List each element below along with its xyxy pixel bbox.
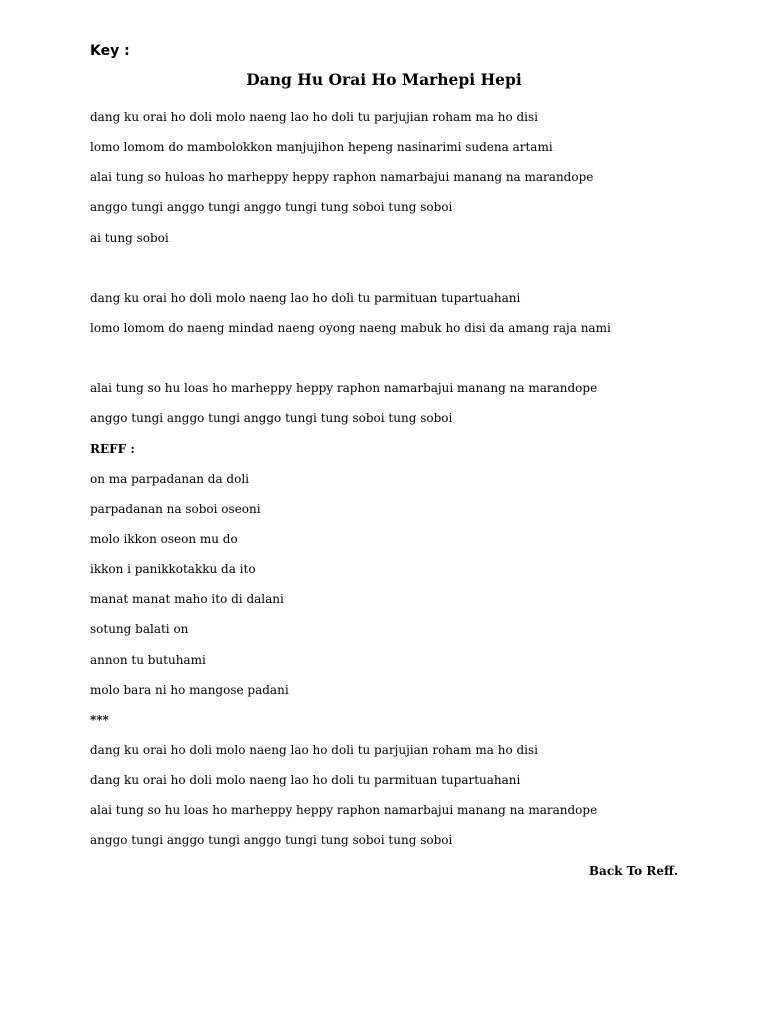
lyric-line: dang ku orai ho doli molo naeng lao ho doli tu parjujian roham ma ho disi xyxy=(90,110,539,124)
lyric-line: ai tung soboi xyxy=(90,230,169,245)
lyric-line: alai tung so hu loas ho marheppy heppy raphon namarbajui manang na marandope xyxy=(90,803,598,818)
song-title: Dang Hu Orai Ho Marhepi Hepi xyxy=(246,70,522,89)
lyrics-body xyxy=(90,109,710,893)
reff-heading: REFF : xyxy=(90,441,135,456)
lyric-line: dang ku orai ho doli molo naeng lao ho doli tu parjujian roham ma ho disi xyxy=(90,742,539,757)
stanza-gap xyxy=(90,350,710,380)
back-to-reff-note: Back To Reff. xyxy=(588,863,678,878)
lyric-line: parpadanan na soboi oseoni xyxy=(90,501,261,516)
lyric-line: dang ku orai ho doli molo naeng lao ho doli tu parmituan tupartuahani xyxy=(90,773,521,788)
lyric-line: lomo lomom do naeng mindad naeng oyong naeng mabuk ho disi da amang raja nami xyxy=(90,320,611,335)
stanza-gap xyxy=(90,260,710,290)
section-separator: *** xyxy=(90,712,109,727)
lyric-line: alai tung so hu loas ho marheppy heppy raphon namarbajui manang na marandope xyxy=(90,381,598,396)
lyric-line: anggo tungi anggo tungi anggo tungi tung soboi tung soboi xyxy=(90,200,453,215)
lyric-line: anggo tungi anggo tungi anggo tungi tung soboi tung soboi xyxy=(90,411,453,426)
lyric-line: dang ku orai ho doli molo naeng lao ho doli tu parmituan tupartuahani xyxy=(90,290,521,305)
lyric-line: sotung balati on xyxy=(90,622,189,637)
key-label: Key : xyxy=(90,43,130,59)
lyric-line: ikkon i panikkotakku da ito xyxy=(90,562,256,577)
lyric-line: molo bara ni ho mangose padani xyxy=(90,682,289,697)
lyric-line: manat manat maho ito di dalani xyxy=(90,592,284,607)
lyric-line: anggo tungi anggo tungi anggo tungi tung soboi tung soboi xyxy=(90,833,453,848)
lyric-line: on ma parpadanan da doli xyxy=(90,471,250,486)
lyric-line: lomo lomom do mambolokkon manjujihon hepeng nasinarimi sudena artami xyxy=(90,140,553,155)
lyric-line: annon tu butuhami xyxy=(90,652,206,667)
lyric-line: alai tung so huloas ho marheppy heppy raphon namarbajui manang na marandope xyxy=(90,170,594,185)
lyric-line: molo ikkon oseon mu do xyxy=(90,531,238,546)
